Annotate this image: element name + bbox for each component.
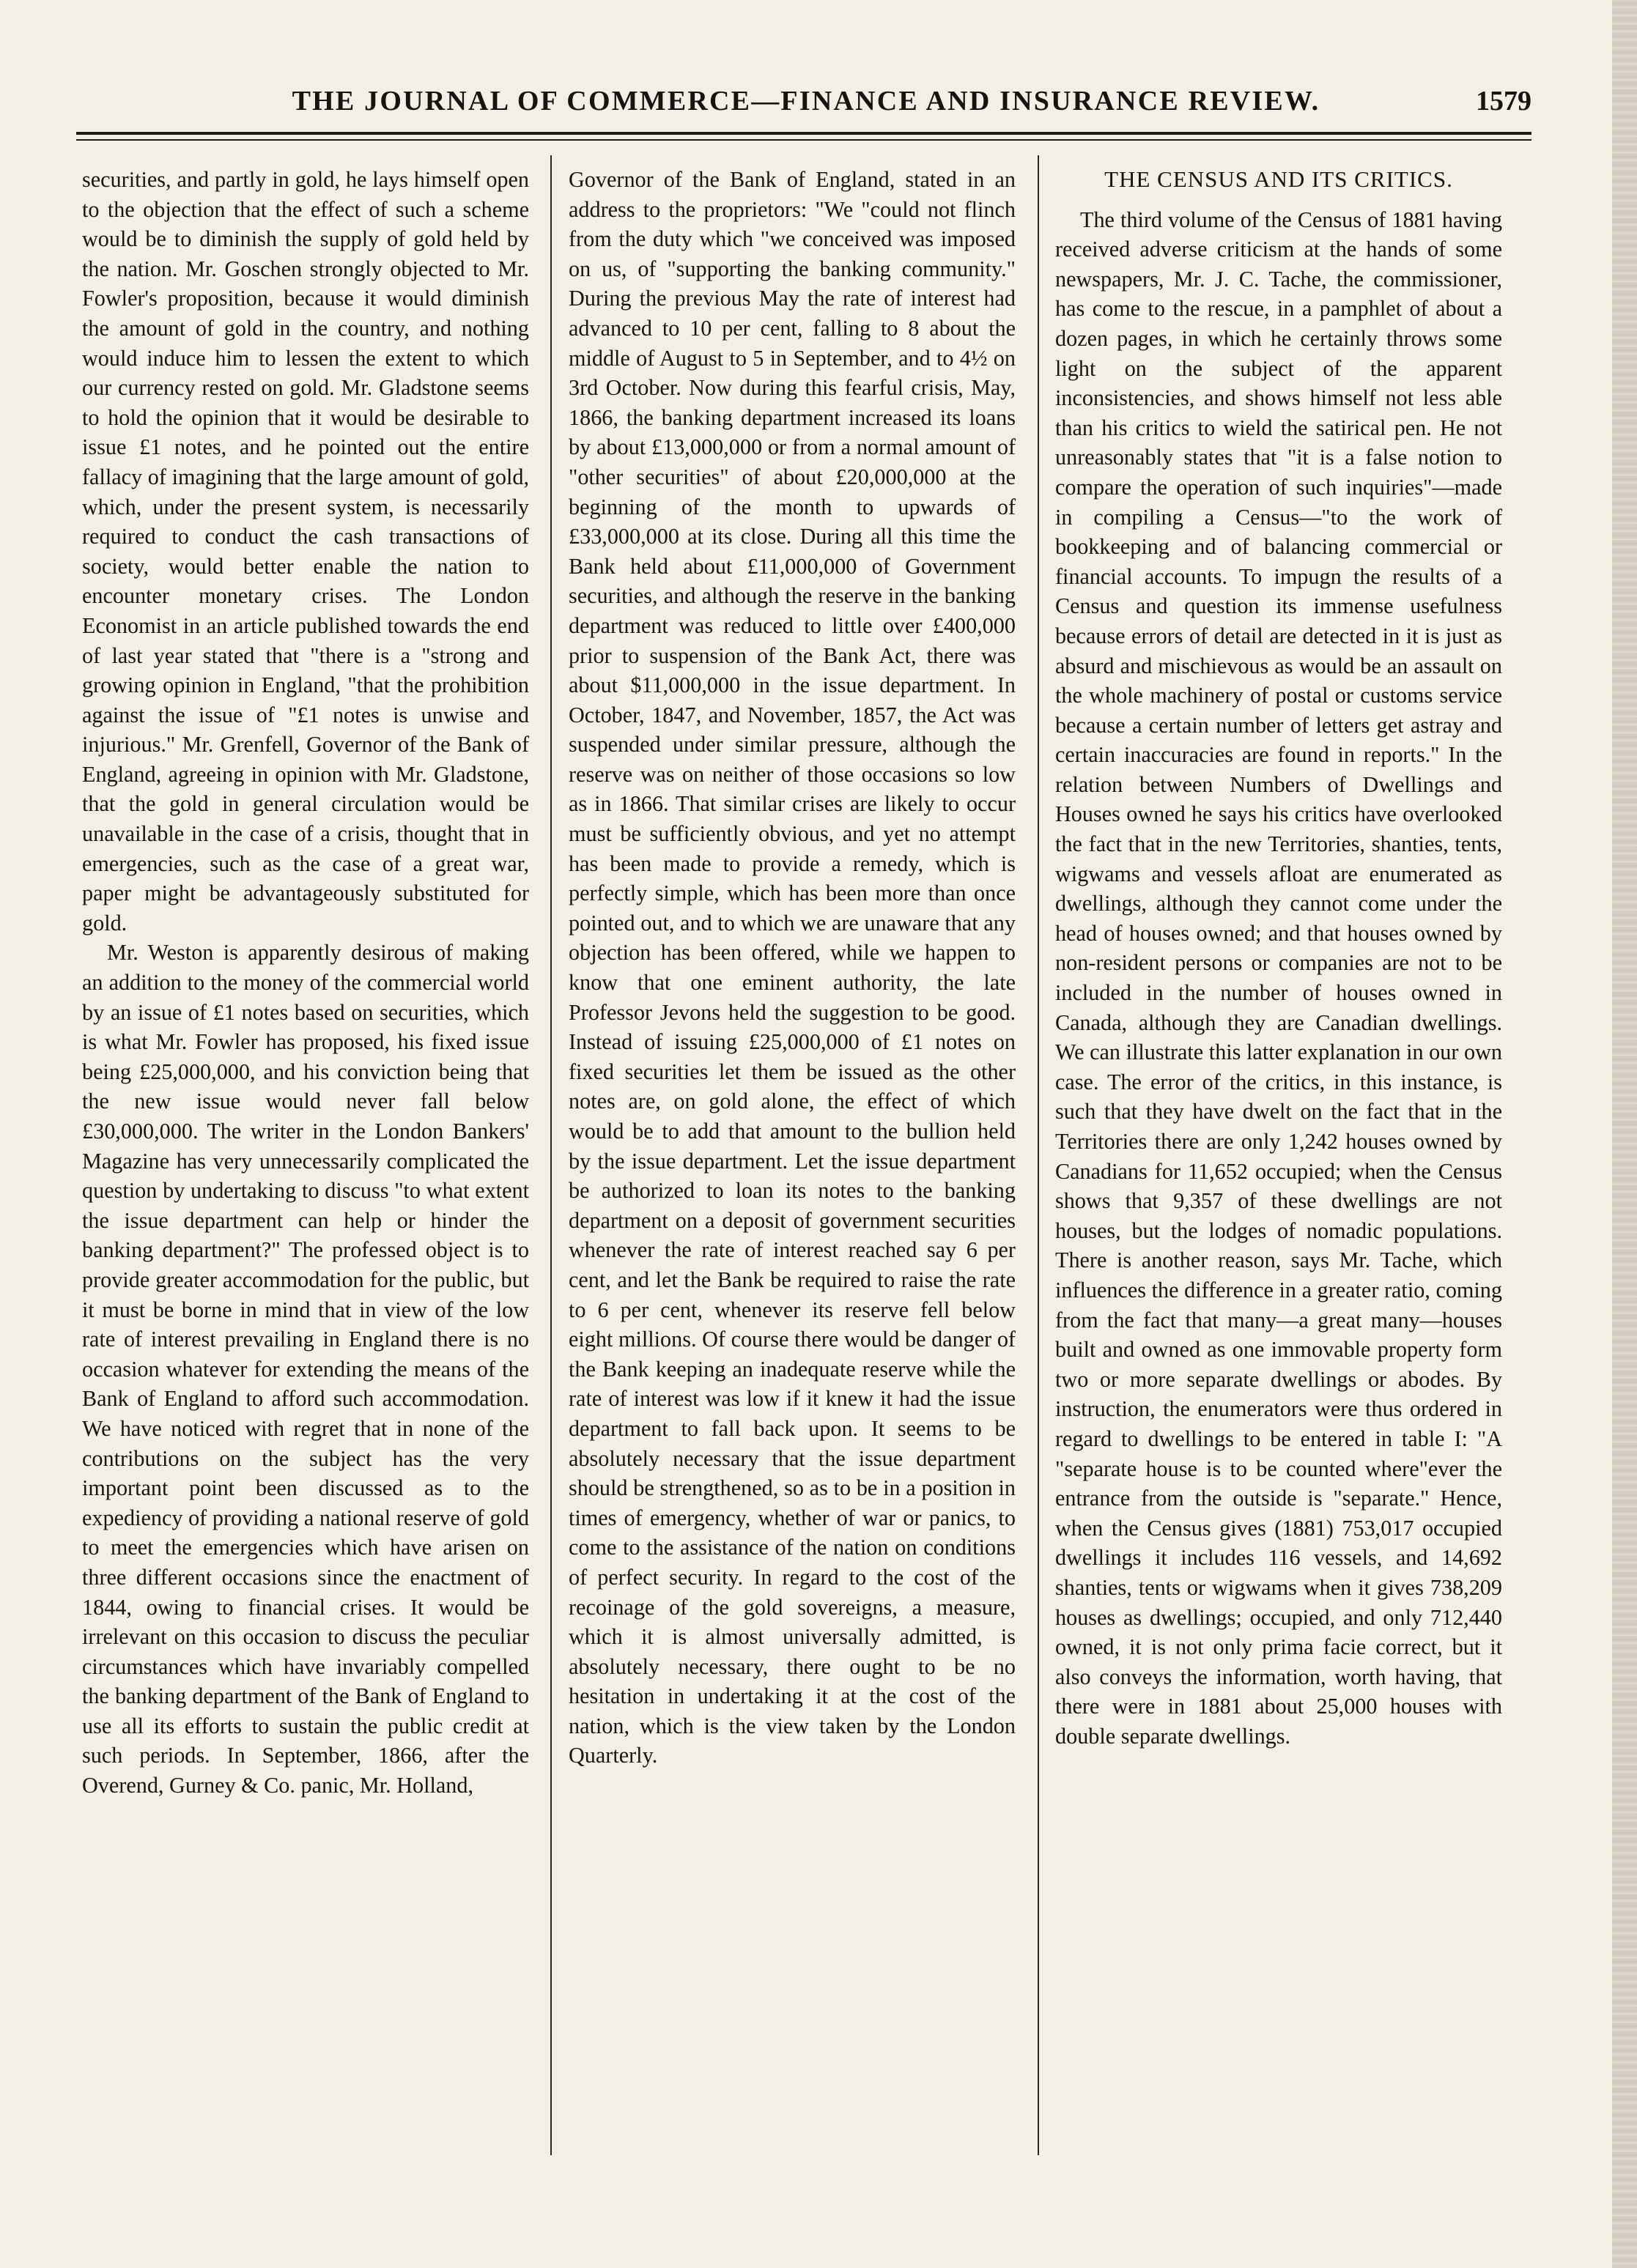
column-divider	[1038, 155, 1039, 2155]
column-3	[1055, 165, 1502, 1751]
page-number: 1579	[1476, 86, 1531, 116]
journal-title: THE JOURNAL OF COMMERCE—FINANCE AND INSURANCE REVIEW.	[292, 86, 1320, 116]
paragraph: securities, and partly in gold, he lays himself open to the objection that the effect of such a scheme would be to diminish the supply of gold held by the nation. Mr. Goschen strongly objected to Mr. Fowler's proposition, because it would diminish the amount of gold in the country, and nothing would induce him to lessen the extent to which our currency rested on gold. Mr. Gladstone seems to hold the opinion that it would be desirable to issue £1 notes, and he pointed out the entire fallacy of imagining that the large amount of gold, which, under the present system, is necessarily required to conduct the cash transactions of society, would better enable the nation to encounter monetary crises. The London Economist in an article published towards the end of last year stated that "there is a "strong and growing opinion in England, "that the prohibition against the issue of "£1 notes is unwise and injurious." Mr. Grenfell, Governor of the Bank of England, agreeing in opinion with Mr. Gladstone, that the gold in general circulation would be unavailable in the case of a crisis, thought that in emergencies, such as the case of a great war, paper might be advantageously substituted for gold.	[82, 167, 529, 935]
scan-edge	[1612, 0, 1637, 2268]
article-heading: THE CENSUS AND ITS CRITICS.	[1104, 166, 1453, 192]
paragraph: Governor of the Bank of England, stated in an address to the proprietors: "We "could not flinch from the duty which "we conceived was imposed on us, of "supporting the banking community." During the previous May the rate of interest had advanced to 10 per cent, falling to 8 about the middle of August to 5 in September, and to 4½ on 3rd October. Now during this fearful crisis, May, 1866, the banking department increased its loans by about £13,000,000 or from a normal amount of "other securities" of about £20,000,000 at the beginning of the month to upwards of £33,000,000 at its close. During all this time the Bank held about £11,000,000 of Government securities, and although the reserve in the banking department was reduced to little over £400,000 prior to suspension of the Bank Act, there was about $11,000,000 in the issue department. In October, 1847, and November, 1857, the Act was suspended under similar pressure, although the reserve was on neither of those occasions so low as in 1866. That similar crises are likely to occur must be sufficiently obvious, and yet no attempt has been made to provide a remedy, which is perfectly simple, which has been more than once pointed out, and to which we are unaware that any objection has been offered, while we happen to know that one eminent authority, the late Professor Jevons held the suggestion to be good. Instead of issuing £25,000,000 of £1 notes on fixed securities let them be issued as the other notes are, on gold alone, the effect of which would be to add that amount to the bullion held by the issue department. Let the issue department be authorized to loan its notes to the banking department on a deposit of government securities whenever the rate of interest reached say 6 per cent, and let the Bank be required to raise the rate to 6 per cent, whenever its reserve fell below eight millions. Of course there would be danger of the Bank keeping an inadequate reserve while the rate of interest was low if it knew it had the issue department to fall back upon. It seems to be absolutely necessary that the issue department should be strengthened, so as to be in a position in times of emergency, whether of war or panics, to come to the assistance of the nation on conditions of perfect security. In regard to the cost of the recoinage of the gold sovereigns, a measure, which it is almost universally admitted, is absolutely necessary, there ought to be no hesitation in undertaking it at the cost of the nation, which is the view taken by the London Quarterly.	[569, 167, 1016, 1768]
column-2	[569, 165, 1016, 1771]
column-divider	[550, 155, 552, 2155]
paragraph: The third volume of the Census of 1881 having received adverse criticism at the hands of some newspapers, Mr. J. C. Tache, the commissioner, has come to the rescue, in a pamphlet of about a dozen pages, in which he certainly throws some light on the subject of the apparent inconsistencies, and shows himself not less able than his critics to wield the satirical pen. He not unreasonably states that "it is a false notion to compare the operation of such inquiries"—made in compiling a Census—"to the work of bookkeeping and of balancing commercial or financial accounts. To impugn the results of a Census and question its immense usefulness because errors of detail are detected in it is just as absurd and mischievous as would be an assault on the whole machinery of postal or customs service because a certain number of letters get astray and certain inaccuracies are found in reports." In the relation between Numbers of Dwellings and Houses owned he says his critics have overlooked the fact that in the new Territories, shanties, tents, wigwams and vessels afloat are enumerated as dwellings, although they cannot come under the head of houses owned; and that houses owned by non-resident persons or companies are not to be included in the number of houses owned in Canada, although they are Canadian dwellings. We can illustrate this latter explanation in our own case. The error of the critics, in this instance, is such that they have dwelt on the fact that in the Territories there are only 1,242 houses owned by Canadians for 11,652 occupied; when the Census shows that 9,357 of these dwellings are not houses, but the lodges of nomadic populations. There is another reason, says Mr. Tache, which influences the difference in a greater ratio, coming from the fact that many—a great many—houses built and owned as one immovable property form two or more separate dwellings or abodes. By instruction, the enumerators were thus ordered in regard to dwellings to be entered in table I: "A "separate house is to be counted where"ever the entrance from the outside is "separate." Hence, when the Census gives (1881) 753,017 occupied dwellings it includes 116 vessels, and 14,692 shanties, tents or wigwams when it gives 738,209 houses as dwellings; occupied, and only 712,440 owned, it is not only prima facie correct, but it also conveys the information, worth having, that there were in 1881 about 25,000 houses with double separate dwellings.	[1055, 207, 1502, 1749]
paragraph: Mr. Weston is apparently desirous of making an addition to the money of the commercial world by an issue of £1 notes based on securities, which is what Mr. Fowler has proposed, his fixed issue being £25,000,000, and his conviction being that the new issue would never fall below £30,000,000. The writer in the London Bankers' Magazine has very unnecessarily complicated the question by undertaking to discuss "to what extent the issue department can help or hinder the banking department?" The professed object is to provide greater accommodation for the public, but it must be borne in mind that in view of the low rate of interest prevailing in England there is no occasion whatever for extending the means of the Bank of England to afford such accommodation. We have noticed with regret that in none of the contributions on the subject has the very important point been discussed as to the expediency of providing a national reserve of gold to meet the emergencies which have arisen on three different occasions since the enactment of 1844, owing to financial crises. It would be irrelevant on this occasion to discuss the peculiar circumstances which have invariably compelled the banking department of the Bank of England to use all its efforts to sustain the public credit at such periods. In September, 1866, after the Overend, Gurney & Co. panic, Mr. Holland,	[82, 940, 529, 1798]
header-rule-thick	[76, 132, 1531, 135]
header-rule-thin	[76, 139, 1531, 141]
column-1	[82, 165, 529, 1801]
running-head	[73, 82, 1539, 133]
